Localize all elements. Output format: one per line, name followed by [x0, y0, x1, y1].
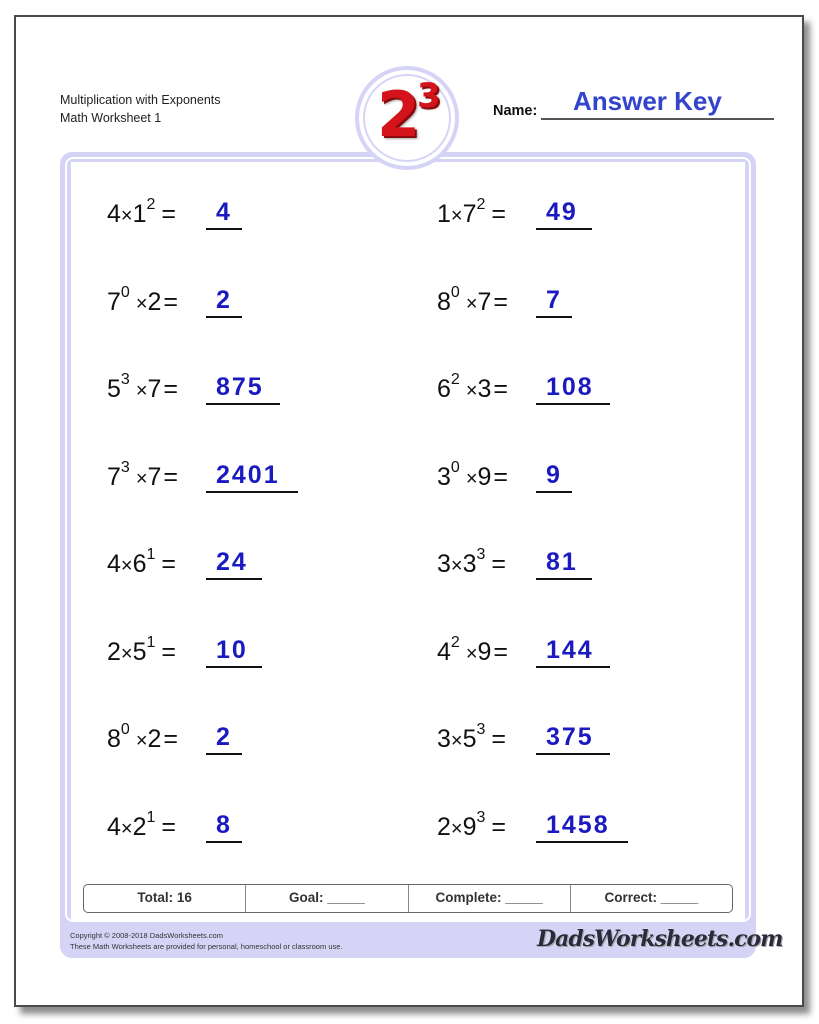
answer-value: 2 [216, 286, 232, 314]
factor-a: 2 [437, 813, 451, 841]
answer-underline [536, 753, 610, 755]
equals-sign: = [493, 288, 509, 316]
factor-b: 1 [132, 200, 147, 228]
factor-b: 7 [147, 463, 162, 491]
equals-sign: = [491, 725, 507, 753]
answer-value: 2 [216, 723, 232, 751]
exponent: 0 [450, 284, 460, 301]
problem-item [107, 717, 327, 757]
factor-a: 8 [107, 725, 121, 753]
exponent: 2 [146, 196, 156, 213]
operator: × [450, 730, 463, 752]
answer-underline [206, 578, 262, 580]
exponent: 0 [120, 721, 130, 738]
answer-value: 9 [546, 461, 562, 489]
problem-item [437, 455, 657, 495]
usage-note: These Math Worksheets are provided for personal, homeschool or classroom use. [70, 942, 343, 951]
equals-sign: = [493, 375, 509, 403]
expression [437, 371, 509, 404]
answer-underline [206, 666, 262, 668]
badge-base: 2 [377, 78, 421, 151]
exponent: 3 [120, 371, 130, 388]
factor-b: 3 [462, 550, 477, 578]
factor-a: 4 [107, 813, 121, 841]
exponent-logo-icon [355, 66, 459, 170]
problem-item [437, 717, 657, 757]
answer-underline [206, 841, 242, 843]
factor-a: 7 [107, 288, 121, 316]
expression [107, 196, 177, 229]
factor-b: 9 [477, 638, 492, 666]
name-label: Name: [493, 103, 538, 119]
answer-value: 875 [216, 373, 264, 401]
factor-a: 4 [437, 638, 451, 666]
problem-item [107, 630, 327, 670]
operator: × [135, 468, 148, 490]
factor-a: 3 [437, 463, 451, 491]
answer-underline [536, 228, 592, 230]
name-field [493, 86, 775, 120]
factor-b: 9 [477, 463, 492, 491]
factor-b: 7 [147, 375, 162, 403]
problem-item [437, 367, 657, 407]
name-underline [541, 118, 774, 120]
operator: × [450, 555, 463, 577]
badge-exponent: 3 [417, 76, 441, 116]
equals-sign: = [493, 638, 509, 666]
answer-value: 4 [216, 198, 232, 226]
factor-b: 3 [477, 375, 492, 403]
expression [437, 284, 509, 317]
answer-value: 8 [216, 811, 232, 839]
factor-a: 3 [437, 725, 451, 753]
operator: × [465, 380, 478, 402]
expression [437, 546, 507, 579]
operator: × [120, 643, 133, 665]
name-value: Answer Key [573, 86, 722, 116]
operator: × [135, 293, 148, 315]
dadsworksheets-logo: DadsWorksheets.com [537, 926, 783, 952]
exponent: 3 [476, 809, 486, 826]
summary-correct: Correct: _____ [604, 890, 699, 905]
expression [107, 634, 177, 667]
equals-sign: = [491, 550, 507, 578]
answer-value: 10 [216, 636, 248, 664]
answer-value: 7 [546, 286, 562, 314]
equals-sign: = [491, 200, 507, 228]
factor-b: 2 [132, 813, 147, 841]
answer-underline [536, 403, 610, 405]
expression [437, 721, 507, 754]
factor-b: 2 [147, 725, 162, 753]
problem-item [437, 192, 657, 232]
factor-a: 3 [437, 550, 451, 578]
operator: × [465, 468, 478, 490]
factor-a: 4 [107, 550, 121, 578]
expression [107, 284, 179, 317]
problem-item [107, 542, 327, 582]
answer-underline [536, 841, 628, 843]
score-summary [83, 884, 733, 913]
operator: × [120, 555, 133, 577]
expression [107, 721, 179, 754]
factor-a: 2 [107, 638, 121, 666]
operator: × [450, 205, 463, 227]
problem-item [107, 455, 327, 495]
problem-item [437, 805, 657, 845]
expression [437, 634, 509, 667]
answer-underline [206, 491, 298, 493]
problem-item [437, 542, 657, 582]
expression [437, 809, 507, 842]
copyright: Copyright © 2008-2018 DadsWorksheets.com [70, 931, 223, 940]
answer-underline [206, 228, 242, 230]
equals-sign: = [161, 200, 177, 228]
factor-b: 5 [132, 638, 147, 666]
equals-sign: = [493, 463, 509, 491]
factor-a: 4 [107, 200, 121, 228]
answer-value: 144 [546, 636, 594, 664]
answer-value: 81 [546, 548, 578, 576]
exponent: 1 [146, 546, 156, 563]
answer-underline [206, 403, 280, 405]
problem-item [107, 280, 327, 320]
answer-underline [206, 316, 242, 318]
expression [107, 546, 177, 579]
answer-value: 1458 [546, 811, 610, 839]
problem-item [107, 192, 327, 232]
exponent: 3 [476, 721, 486, 738]
worksheet-title [60, 91, 221, 127]
expression [437, 459, 509, 492]
factor-b: 9 [462, 813, 477, 841]
operator: × [465, 293, 478, 315]
answer-underline [536, 316, 572, 318]
answer-value: 24 [216, 548, 248, 576]
summary-complete: Complete: _____ [409, 885, 571, 912]
summary-total: Total: 16 [84, 885, 246, 912]
answer-underline [206, 753, 242, 755]
expression [107, 809, 177, 842]
exponent: 1 [146, 634, 156, 651]
factor-a: 7 [107, 463, 121, 491]
factor-b: 6 [132, 550, 147, 578]
exponent: 2 [450, 371, 460, 388]
equals-sign: = [161, 550, 177, 578]
exponent: 0 [120, 284, 130, 301]
operator: × [120, 818, 133, 840]
problem-item [107, 367, 327, 407]
problem-item [107, 805, 327, 845]
factor-a: 6 [437, 375, 451, 403]
equals-sign: = [163, 288, 179, 316]
factor-a: 5 [107, 375, 121, 403]
exponent: 1 [146, 809, 156, 826]
operator: × [450, 818, 463, 840]
exponent: 0 [450, 459, 460, 476]
expression [107, 371, 179, 404]
factor-a: 8 [437, 288, 451, 316]
summary-goal: Goal: _____ [246, 885, 408, 912]
factor-a: 1 [437, 200, 451, 228]
factor-b: 5 [462, 725, 477, 753]
operator: × [120, 205, 133, 227]
operator: × [465, 643, 478, 665]
answer-value: 108 [546, 373, 594, 401]
operator: × [135, 380, 148, 402]
worksheet-number: Math Worksheet 1 [60, 111, 162, 125]
problem-item [437, 280, 657, 320]
expression [437, 196, 507, 229]
answer-underline [536, 578, 592, 580]
worksheet-topic: Multiplication with Exponents [60, 93, 221, 107]
expression [107, 459, 179, 492]
problem-item [437, 630, 657, 670]
exponent: 2 [476, 196, 486, 213]
factor-b: 7 [477, 288, 492, 316]
answer-value: 2401 [216, 461, 280, 489]
answer-underline [536, 491, 572, 493]
factor-b: 2 [147, 288, 162, 316]
equals-sign: = [161, 813, 177, 841]
equals-sign: = [163, 375, 179, 403]
equals-sign: = [163, 725, 179, 753]
answer-value: 49 [546, 198, 578, 226]
exponent: 3 [120, 459, 130, 476]
equals-sign: = [163, 463, 179, 491]
footer-text [70, 930, 343, 952]
operator: × [135, 730, 148, 752]
equals-sign: = [491, 813, 507, 841]
exponent: 3 [476, 546, 486, 563]
exponent: 2 [450, 634, 460, 651]
equals-sign: = [161, 638, 177, 666]
answer-underline [536, 666, 610, 668]
answer-value: 375 [546, 723, 594, 751]
factor-b: 7 [462, 200, 477, 228]
